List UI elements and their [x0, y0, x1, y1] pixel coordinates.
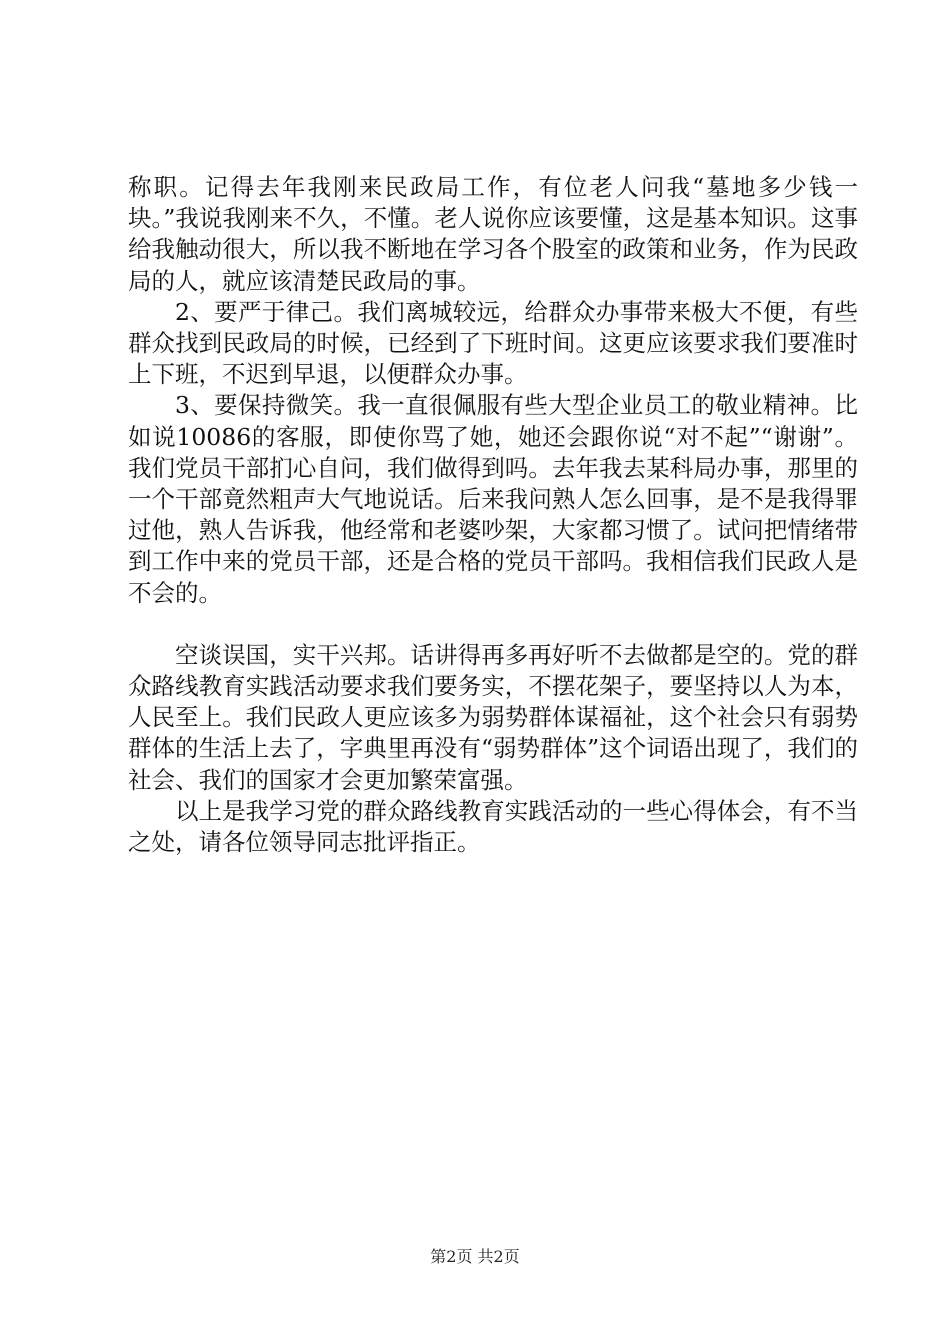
paragraph-point-2: 2、要严于律己。我们离城较远，给群众办事带来极大不便，有些群众找到民政局的时候，已经到了下班时间。这更应该要求我们要准时上下班，不迟到早退，以便群众办事。 — [128, 297, 858, 389]
page-number-footer: 第2页 共2页 — [430, 1247, 520, 1266]
paragraph-closing: 以上是我学习党的群众路线教育实践活动的一些心得体会，有不当之处，请各位领导同志批评指正。 — [128, 796, 858, 857]
document-body — [128, 172, 858, 858]
paragraph-conclusion: 空谈误国，实干兴邦。话讲得再多再好听不去做都是空的。党的群众路线教育实践活动要求我们要务实，不摆花架子，要坚持以人为本，人民至上。我们民政人更应该多为弱势群体谋福祉，这个社会只有弱势群体的生活上去了，字典里再没有“弱势群体”这个词语出现了，我们的社会、我们的国家才会更加繁荣富强。 — [128, 640, 858, 794]
paragraph-point-3: 3、要保持微笑。我一直很佩服有些大型企业员工的敬业精神。比如说10086的客服，即使你骂了她，她还会跟你说“对不起”“谢谢”。我们党员干部扪心自问，我们做得到吗。去年我去某科局办事，那里的一个干部竟然粗声大气地说话。后来我问熟人怎么回事，是不是我得罪过他，熟人告诉我，他经常和老婆吵架，大家都习惯了。试问把情绪带到工作中来的党员干部，还是合格的党员干部吗。我相信我们民政人是不会的。 — [128, 391, 858, 607]
paragraph-continuation: 称职。记得去年我刚来民政局工作，有位老人问我“墓地多少钱一块。”我说我刚来不久，不懂。老人说你应该要懂，这是基本知识。这事给我触动很大，所以我不断地在学习各个股室的政策和业务，作为民政局的人，就应该清楚民政局的事。 — [128, 173, 858, 295]
